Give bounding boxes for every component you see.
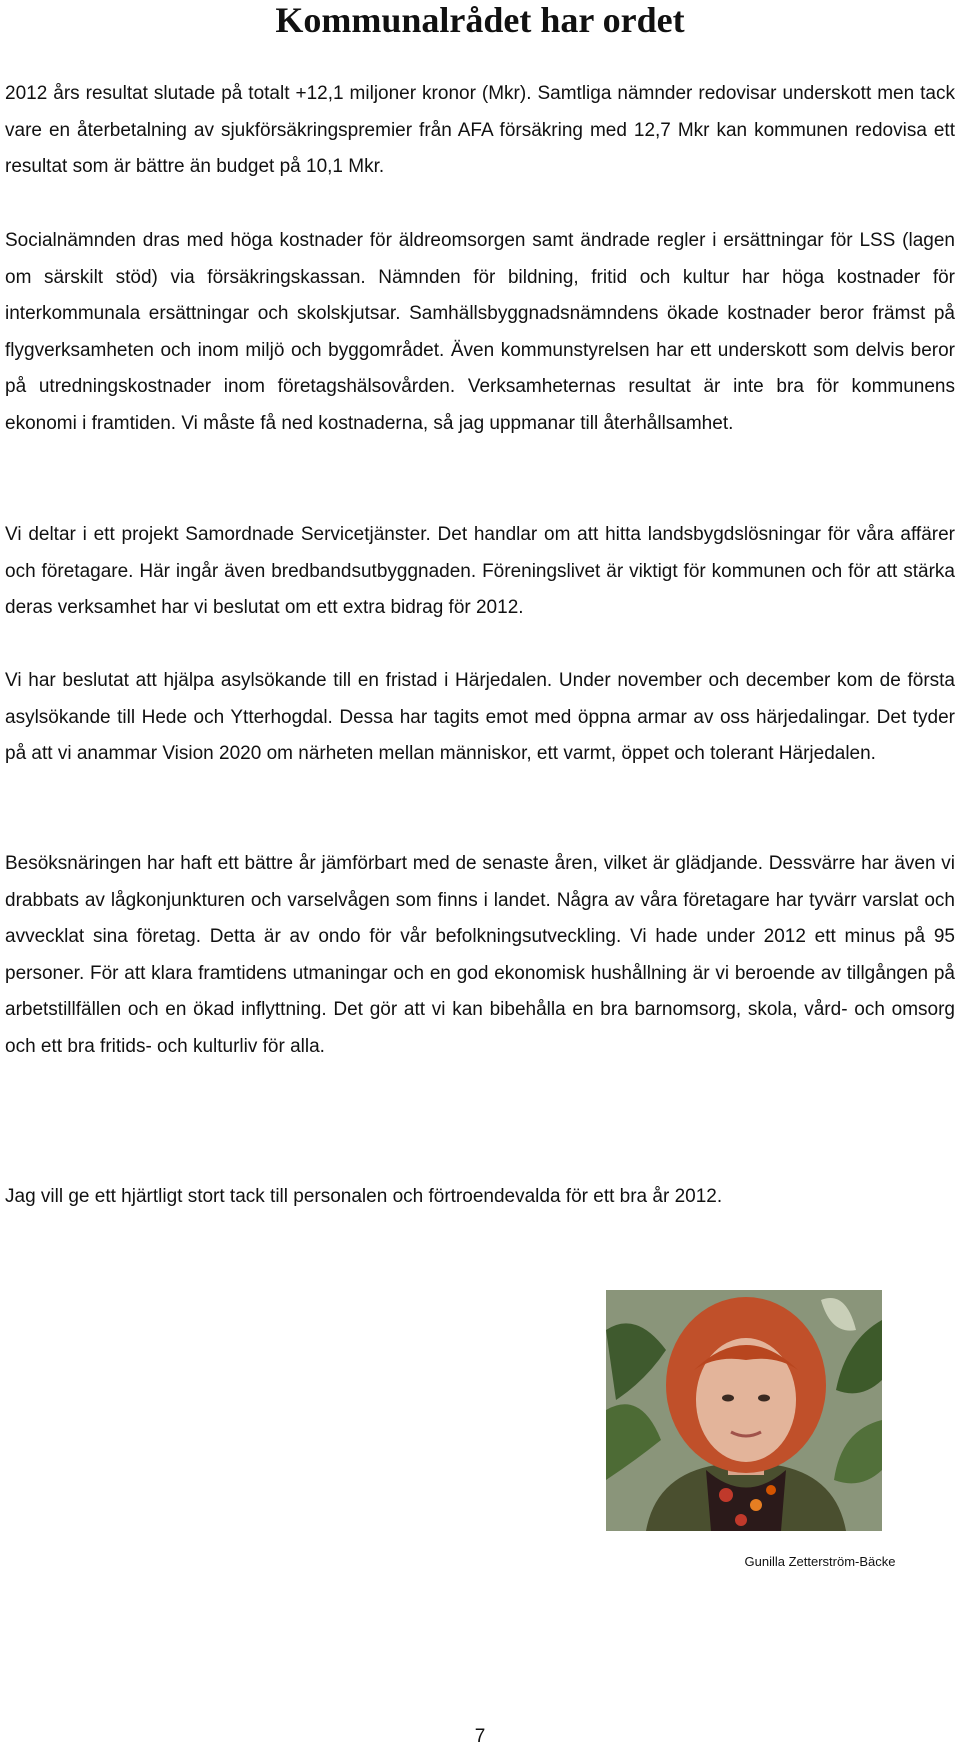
paragraph-asylum: Vi har beslutat att hjälpa asylsökande till en fristad i Härjedalen. Under november och december kom de första asylsökande till Hede och Ytterhogdal. Dessa har tagits emot med öppna armar av oss härjedalingar. Det tyder på att vi anammar Vision 2020 om närheten mellan människor, ett varmt, öppet och tolerant Härjedalen. (5, 670, 955, 764)
paragraph-services: Vi deltar i ett projekt Samordnade Servicetjänster. Det handlar om att hitta landsbygdslösningar för våra affärer och företagare. Här ingår även bredbandsutbyggnaden. Föreningslivet är viktigt för kommunen och för att stärka deras verksamhet har vi beslutat om ett extra bidrag för 2012. (5, 524, 955, 618)
paragraph-committees: Socialnämnden dras med höga kostnader för äldreomsorgen samt ändrade regler i ersättningar för LSS (lagen om särskilt stöd) via försäkringskassan. Nämnden för bildning, fritid och kultur har höga kostnader för interkommunala ersättningar och skolskjutsar. Samhällsbyggnadsnämndens ökade kostnader beror främst på flygverksamheten och inom miljö och byggområdet. Även kommunstyrelsen har ett underskott som delvis beror på utredningskostnader inom företagshälsovården. Verksamheternas resultat är inte bra för kommunens ekonomi i framtiden. Vi måste få ned kostnaderna, så jag uppmanar till återhållsamhet. (5, 230, 955, 434)
page-number: 7 (474, 1726, 486, 1747)
page-title: Kommunalrådet har ordet (275, 0, 685, 40)
photo-caption: Gunilla Zetterström-Bäcke (744, 1554, 896, 1569)
portrait-photo (606, 1290, 882, 1531)
paragraph-thanks: Jag vill ge ett hjärtligt stort tack till personalen och förtroendevalda för ett bra år 2012. (5, 1186, 723, 1207)
paragraph-tourism: Besöksnäringen har haft ett bättre år jämförbart med de senaste åren, vilket är glädjande. Dessvärre har även vi drabbats av lågkonjunkturen och varselvågen som finns i landet. Några av våra företagare har tyvärr varslat och avvecklat sina företag. Detta är av ondo för vår befolkningsutveckling. Vi hade under 2012 ett minus på 95 personer. För att klara framtidens utmaningar och en god ekonomisk hushållning är vi beroende av tillgången på arbetstillfällen och en ökad inflyttning. Det gör att vi kan bibehålla en bra barnomsorg, skola, vård- och omsorg och ett bra fritids- och kulturliv för alla. (5, 853, 955, 1057)
paragraph-results: 2012 års resultat slutade på totalt +12,1 miljoner kronor (Mkr). Samtliga nämnder redovisar underskott men tack vare en återbetalning av sjukförsäkringspremier från AFA försäkring med 12,7 Mkr kan kommunen redovisa ett resultat som är bättre än budget på 10,1 Mkr. (5, 83, 955, 177)
